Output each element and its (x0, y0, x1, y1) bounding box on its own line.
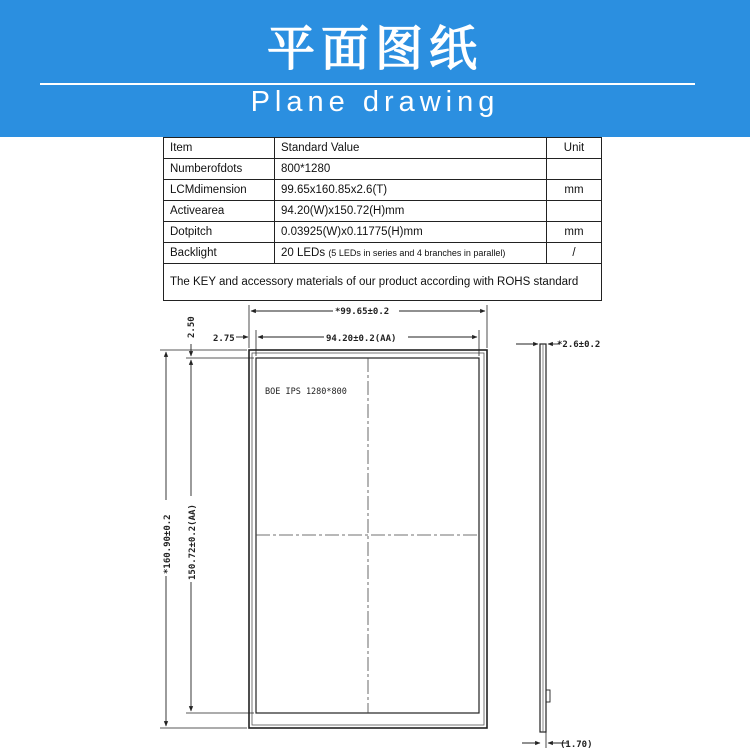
row-item: Activearea (164, 201, 275, 222)
table-row (164, 201, 602, 222)
panel-label: BOE IPS 1280*800 (265, 387, 347, 397)
table-row (164, 222, 602, 243)
header-divider (40, 83, 695, 85)
column-header-standard-value: Standard Value (275, 138, 547, 159)
backlight-note: (5 LEDs in series and 4 branches in parallel) (328, 248, 506, 258)
header-banner (0, 0, 750, 137)
table-row (164, 243, 602, 264)
row-item: Dotpitch (164, 222, 275, 243)
active-height-label: 150.72±0.2(AA) (188, 504, 198, 580)
row-item: Backlight (164, 243, 275, 264)
spec-table (163, 137, 602, 301)
page-subtitle: Plane drawing (250, 86, 500, 118)
table-row (164, 180, 602, 201)
overall-height-label: *160.90±0.2 (163, 514, 173, 574)
table-row (164, 159, 602, 180)
row-unit: mm (547, 180, 602, 201)
row-item: LCMdimension (164, 180, 275, 201)
rohs-note: The KEY and accessory materials of our product according with ROHS standard (164, 264, 602, 301)
table-note-row (164, 264, 602, 301)
page-title: 平面图纸 (266, 21, 483, 77)
row-value: 0.03925(W)x0.11775(H)mm (275, 222, 547, 243)
row-unit (547, 159, 602, 180)
mechanical-drawing (0, 300, 750, 750)
row-item: Numberofdots (164, 159, 275, 180)
column-header-unit: Unit (547, 138, 602, 159)
row-unit: mm (547, 222, 602, 243)
row-value: 94.20(W)x150.72(H)mm (275, 201, 547, 222)
top-margin-label: 2.50 (187, 316, 197, 338)
row-value (275, 243, 547, 264)
row-value: 99.65x160.85x2.6(T) (275, 180, 547, 201)
backlight-value: 20 LEDs (281, 247, 326, 259)
fpc-label: (1.70) (560, 740, 593, 750)
overall-width-label: *99.65±0.2 (335, 307, 390, 317)
left-margin-label: 2.75 (213, 334, 235, 344)
row-unit (547, 201, 602, 222)
row-unit: / (547, 243, 602, 264)
thickness-label: *2.6±0.2 (557, 340, 601, 350)
column-header-item: Item (164, 138, 275, 159)
active-area (256, 358, 479, 713)
active-width-label: 94.20±0.2(AA) (326, 334, 397, 344)
table-header-row (164, 138, 602, 159)
row-value: 800*1280 (275, 159, 547, 180)
